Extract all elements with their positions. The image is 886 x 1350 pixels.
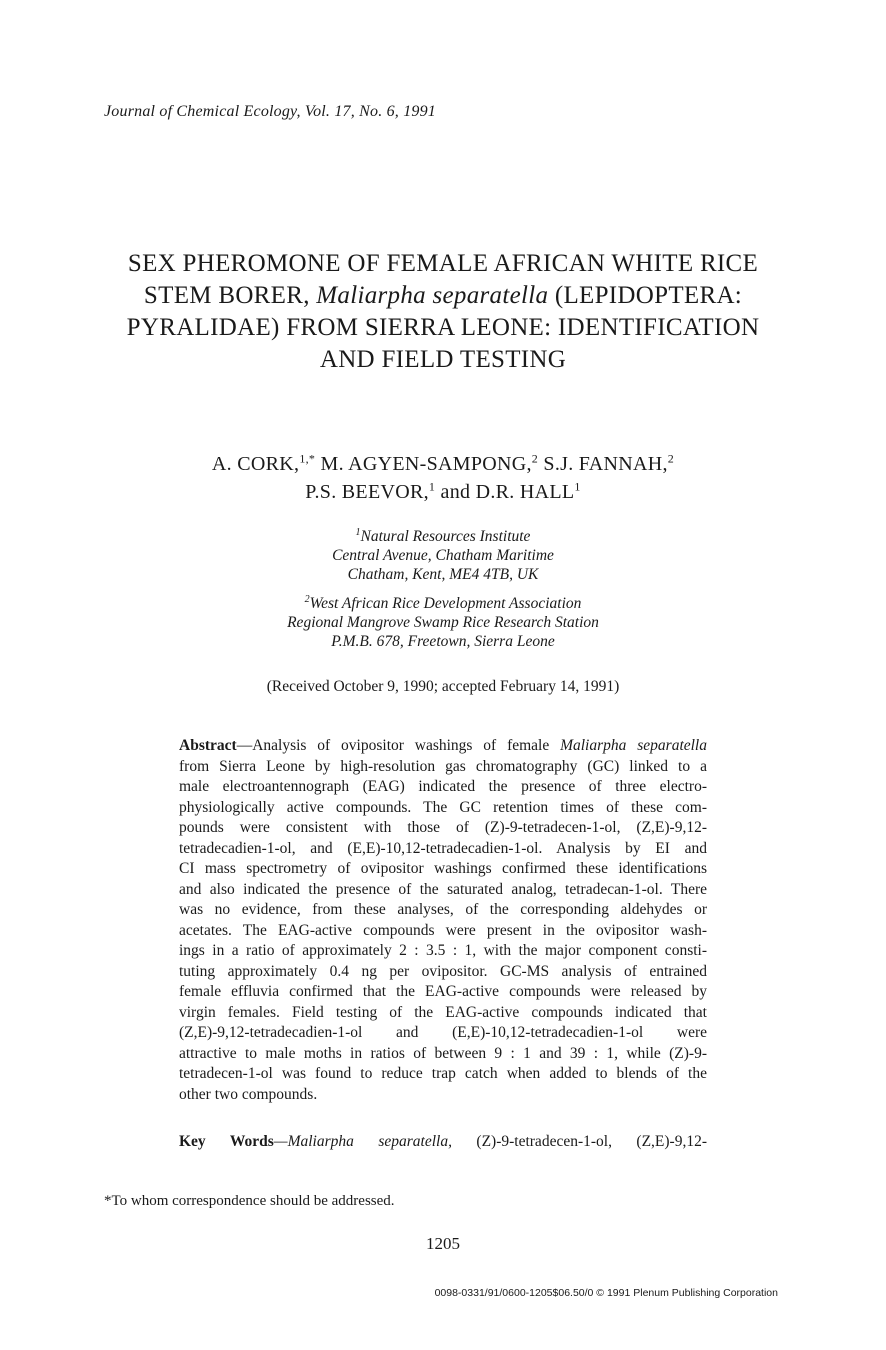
keywords-species: Maliarpha separatella, bbox=[287, 1133, 452, 1150]
author-affil-mark: 2 bbox=[531, 451, 539, 466]
affiliation-mark: 1 bbox=[355, 526, 361, 538]
key-words bbox=[179, 1133, 707, 1151]
page-number: 1205 bbox=[426, 1234, 460, 1253]
author-name: S.J. FANNAH, bbox=[543, 453, 668, 475]
abstract-line: acetates. The EAG-active compounds were present in the ovipositor wash- bbox=[179, 921, 707, 939]
affiliation-line: Chatham, Kent, ME4 4TB, UK bbox=[347, 566, 539, 583]
abstract-line: pounds were consistent with those of (Z)-9-tetradecen-1-ol, (Z,E)-9,12- bbox=[179, 819, 707, 836]
abstract-line: male electroantennograph (EAG) indicated the presence of three electro- bbox=[179, 778, 707, 795]
abstract bbox=[179, 736, 707, 1105]
authors-line-1 bbox=[90, 450, 796, 478]
abstract-text: —Analysis of ovipositor washings of female bbox=[236, 737, 561, 754]
affiliation-line: Central Avenue, Chatham Maritime bbox=[332, 547, 554, 564]
correspondence-footnote: *To whom correspondence should be addressed. bbox=[104, 1193, 395, 1209]
abstract-line: ings in a ratio of approximately 2 : 3.5 : 1, with the major component consti- bbox=[179, 942, 707, 959]
abstract-line: tetradecadien-1-ol, and (E,E)-10,12-tetradecadien-1-ol. Analysis by EI and bbox=[179, 839, 707, 857]
author-affil-mark: 1 bbox=[574, 479, 581, 494]
copyright-line: 0098-0331/91/0600-1205$06.50/0 © 1991 Plenum Publishing Corporation bbox=[434, 1287, 778, 1299]
author-name: A. CORK, bbox=[211, 453, 300, 475]
author-list bbox=[90, 450, 796, 506]
journal-citation: Journal of Chemical Ecology, Vol. 17, No. 6, 1991 bbox=[104, 103, 436, 120]
abstract-line: virgin females. Field testing of the EAG-active compounds indicated that bbox=[179, 1003, 707, 1021]
abstract-line: was no evidence, from these analyses, of the corresponding aldehydes or bbox=[179, 901, 707, 918]
author-affil-mark: 1,* bbox=[299, 451, 316, 466]
authors-line-2 bbox=[90, 478, 796, 506]
abstract-line: tetradecen-1-ol was found to reduce trap catch when added to blends of the bbox=[179, 1065, 707, 1082]
abstract-line: attractive to male moths in ratios of between 9 : 1 and 39 : 1, while (Z)-9- bbox=[179, 1044, 707, 1062]
author-name: P.S. BEEVOR, bbox=[305, 481, 429, 503]
title-line-3: PYRALIDAE) FROM SIERRA LEONE: IDENTIFICATION bbox=[126, 314, 760, 341]
affiliation-line bbox=[90, 594, 796, 613]
title-species: Maliarpha separatella bbox=[316, 282, 549, 309]
author-affil-mark: 2 bbox=[667, 451, 675, 466]
keywords-label: Key Words bbox=[179, 1133, 274, 1150]
affiliation-2 bbox=[90, 594, 796, 651]
title-line-2 bbox=[90, 280, 796, 312]
abstract-line: and also indicated the presence of the saturated analog, tetradecan-1-ol. There bbox=[179, 880, 707, 898]
abstract-line: female effluvia confirmed that the EAG-active compounds were released by bbox=[179, 983, 707, 1000]
affiliation-text: West African Rice Development Association bbox=[309, 595, 582, 612]
title-line-1: SEX PHEROMONE OF FEMALE AFRICAN WHITE RICE bbox=[127, 250, 759, 277]
keywords-dash: — bbox=[273, 1133, 288, 1150]
author-affil-mark: 1 bbox=[428, 479, 436, 494]
received-dates: (Received October 9, 1990; accepted February 14, 1991) bbox=[266, 678, 620, 695]
title-line-2-pre: STEM BORER, bbox=[143, 282, 317, 309]
title-line-4: AND FIELD TESTING bbox=[319, 346, 567, 373]
author-name: and D.R. HALL bbox=[440, 481, 575, 503]
paper-title bbox=[90, 248, 796, 376]
abstract-line bbox=[179, 736, 707, 757]
abstract-line: other two compounds. bbox=[179, 1085, 318, 1103]
abstract-line: from Sierra Leone by high-resolution gas chromatography (GC) linked to a bbox=[179, 757, 707, 775]
title-line-2-post: (LEPIDOPTERA: bbox=[548, 282, 743, 309]
affiliation-1 bbox=[90, 527, 796, 584]
affiliation-text: Natural Resources Institute bbox=[360, 528, 531, 545]
affiliation-line bbox=[90, 527, 796, 546]
affiliation-line: Regional Mangrove Swamp Rice Research Station bbox=[287, 614, 599, 631]
affiliation-line: P.M.B. 678, Freetown, Sierra Leone bbox=[331, 633, 555, 650]
author-name: M. AGYEN-SAMPONG, bbox=[320, 453, 532, 475]
abstract-line: CI mass spectrometry of ovipositor washings confirmed these identifications bbox=[179, 860, 707, 877]
abstract-line: tuting approximately 0.4 ng per ovipositor. GC-MS analysis of entrained bbox=[179, 962, 707, 980]
abstract-line: physiologically active compounds. The GC retention times of these com- bbox=[179, 798, 707, 816]
abstract-species: Maliarpha separatella bbox=[560, 737, 707, 754]
abstract-line: (Z,E)-9,12-tetradecadien-1-ol and (E,E)-10,12-tetradecadien-1-ol were bbox=[179, 1024, 707, 1041]
keywords-rest: (Z)-9-tetradecen-1-ol, (Z,E)-9,12- bbox=[451, 1133, 707, 1150]
affiliation-mark: 2 bbox=[304, 593, 310, 605]
abstract-label: Abstract bbox=[179, 737, 237, 754]
